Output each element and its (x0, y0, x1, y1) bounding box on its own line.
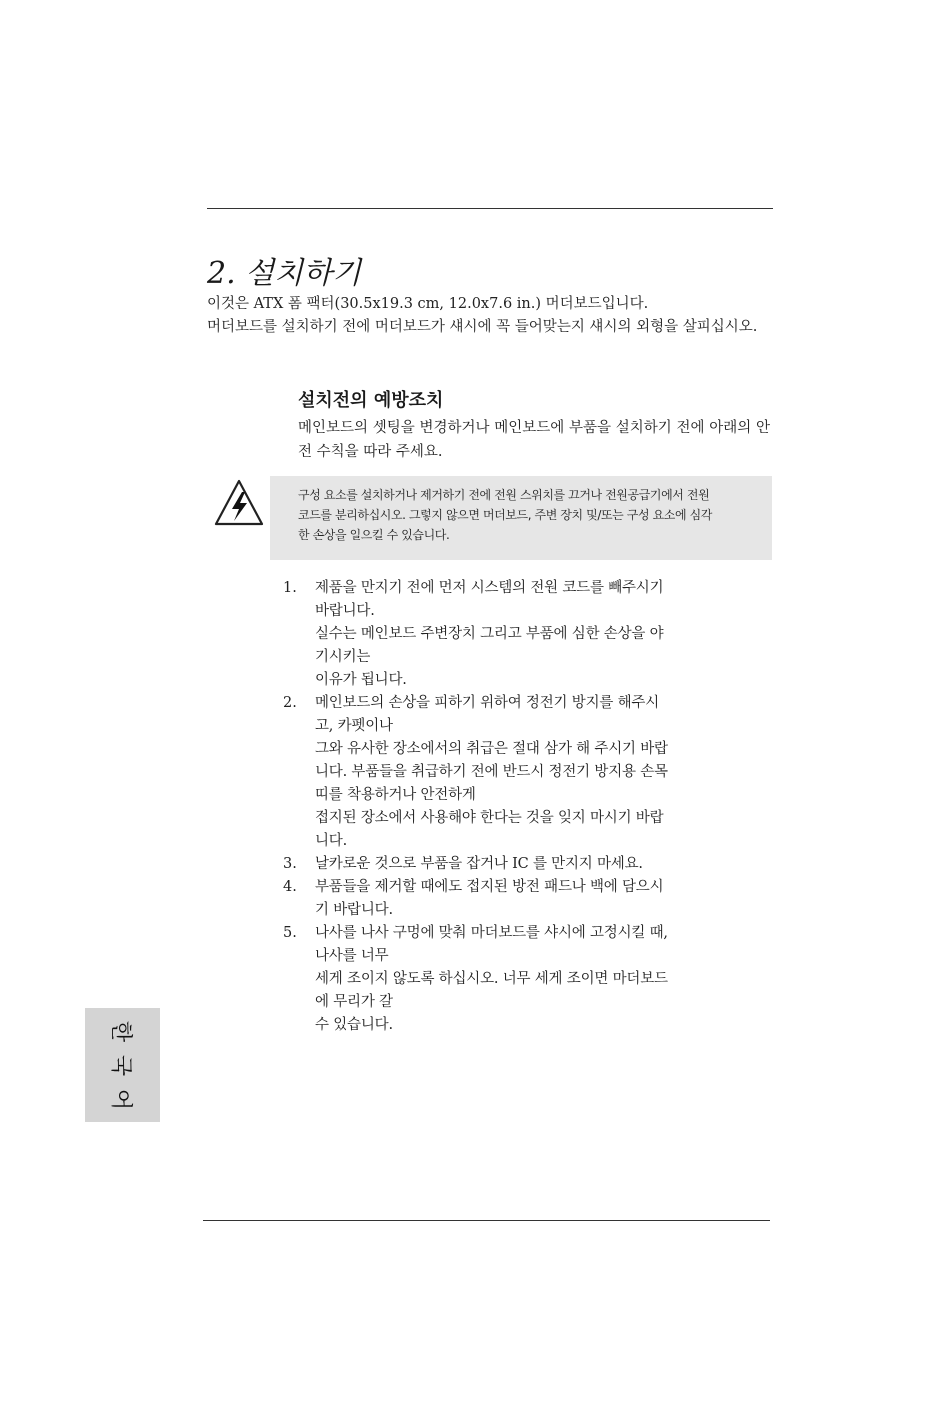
step-item (283, 577, 723, 692)
step-text-line: 실수는 메인보드 주변장치 그리고 부품에 심한 손상을 야 (315, 626, 664, 642)
warning-line: 코드를 분리하십시오. 그렇지 않으면 머더보드, 주변 장치 및/또는 구성 요소에 심각 (298, 508, 712, 522)
step-text-line: 바랍니다. (315, 603, 375, 619)
step-item (283, 692, 723, 853)
step-number: 1. (283, 580, 297, 596)
step-text-line: 메인보드의 손상을 피하기 위하여 정전기 방지를 해주시 (315, 695, 660, 711)
intro-check-chassis: 머더보드를 설치하기 전에 머더보드가 섀시에 꼭 들어맞는지 섀시의 외형을 살피십시오. (207, 319, 758, 335)
step-text-line: 니다. (315, 833, 348, 849)
intro-form-factor: 이것은 ATX 폼 팩터(30.5x19.3 cm, 12.0x7.6 in.) 머더보드입니다. (207, 296, 649, 312)
language-tab-char: 국 (107, 1054, 133, 1077)
step-text-line: 날카로운 것으로 부품을 잡거나 IC 를 만지지 마세요. (315, 856, 643, 872)
step-text-line: 띠를 착용하거나 안전하게 (315, 787, 476, 803)
top-rule (207, 208, 773, 209)
step-text-line: 나사를 나사 구멍에 맞춰 마더보드를 샤시에 고정시킬 때, (315, 925, 668, 941)
step-text-line: 이유가 됩니다. (315, 672, 407, 688)
step-text-line: 에 무리가 갈 (315, 994, 393, 1010)
warning-note-box (270, 476, 772, 560)
step-item (283, 853, 723, 876)
language-tab-char: 어 (107, 1088, 133, 1111)
step-text-line: 접지된 장소에서 사용해야 한다는 것을 잊지 마시기 바랍 (315, 810, 664, 826)
step-text-line: 기시키는 (315, 649, 371, 665)
step-item (283, 922, 723, 1037)
step-text-line: 부품들을 제거할 때에도 접지된 방전 패드나 백에 담으시 (315, 879, 664, 895)
warning-line: 구성 요소를 설치하거나 제거하기 전에 전원 스위치를 끄거나 전원공급기에서 전원 (298, 488, 710, 502)
step-number: 3. (283, 856, 297, 872)
precaution-steps-list (283, 577, 723, 1037)
step-number: 5. (283, 925, 297, 941)
language-tab-char: 한 (107, 1020, 133, 1043)
step-text-line: 그와 유사한 장소에서의 취급은 절대 삼가 해 주시기 바랍 (315, 741, 668, 757)
step-text-line: 기 바랍니다. (315, 902, 393, 918)
precautions-heading: 설치전의 예방조치 (298, 390, 444, 411)
language-side-tab (85, 1008, 160, 1122)
bottom-rule (203, 1220, 770, 1221)
warning-text (298, 485, 760, 545)
step-text-line: 나사를 너무 (315, 948, 389, 964)
section-title: 2. 설치하기 (207, 256, 362, 291)
warning-line: 한 손상을 일으킬 수 있습니다. (298, 528, 450, 542)
step-number: 2. (283, 695, 297, 711)
step-item (283, 876, 723, 922)
step-text-line: 수 있습니다. (315, 1017, 393, 1033)
step-text-line: 제품을 만지기 전에 먼저 시스템의 전원 코드를 빼주시기 (315, 580, 664, 596)
precautions-intro: 메인보드의 셋팅을 변경하거나 메인보드에 부품을 설치하기 전에 아래의 안전 수칙을 따라 주세요. (298, 420, 770, 460)
step-text-line: 세게 조이지 않도록 하십시오. 너무 세게 조이면 마더보드 (315, 971, 668, 987)
step-text-line: 니다. 부품들을 취급하기 전에 반드시 정전기 방지용 손목 (315, 764, 668, 780)
warning-triangle-lightning-icon (213, 478, 265, 528)
step-text-line: 고, 카펫이나 (315, 718, 393, 734)
step-number: 4. (283, 879, 297, 895)
